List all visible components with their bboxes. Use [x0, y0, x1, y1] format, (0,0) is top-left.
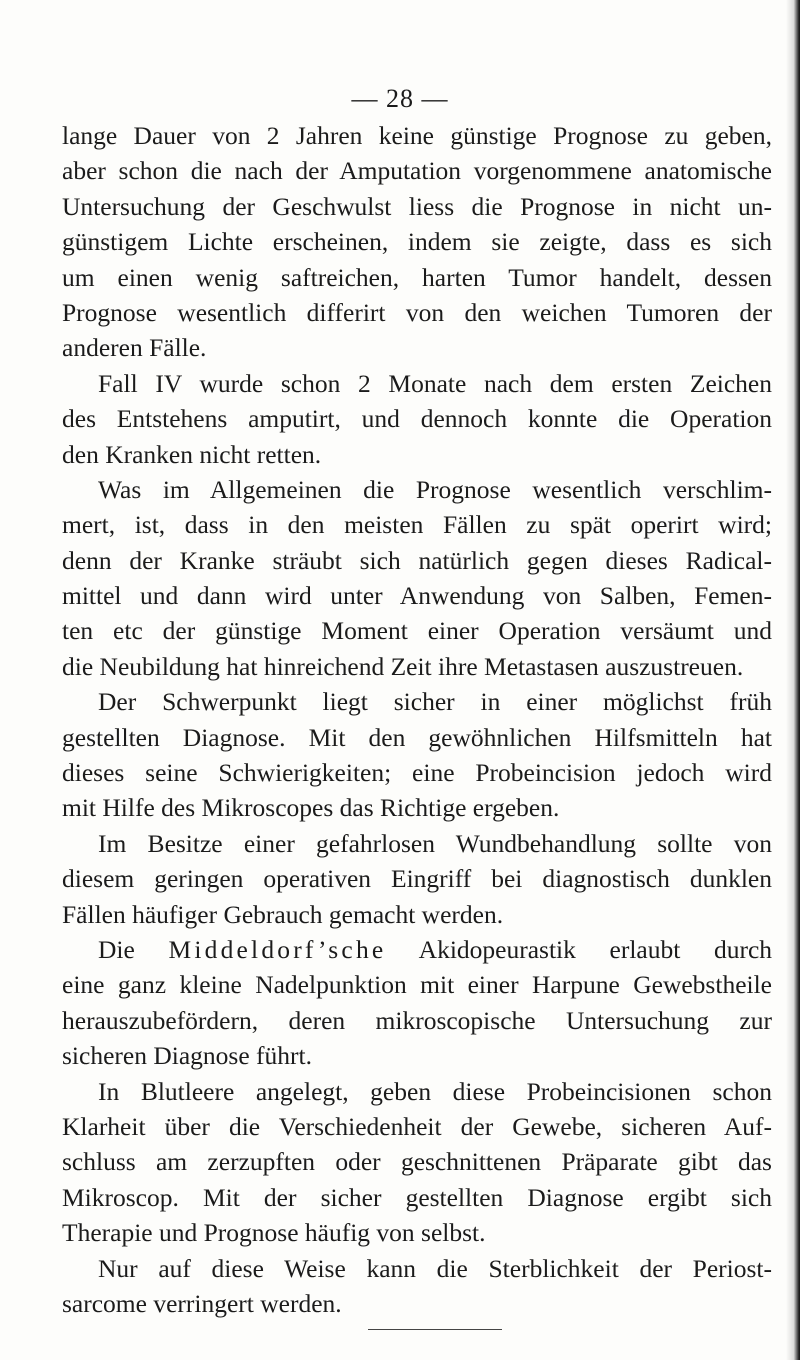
text-line: günstigem Lichte erscheinen, indem sie zeigte, dass es sich	[62, 227, 772, 257]
text-line: Therapie und Prognose häufig von selbst.	[62, 1218, 486, 1248]
text-line: mert, ist, dass in den meisten Fällen zu spät operirt wird;	[62, 510, 772, 540]
text-line: Fall IV wurde schon 2 Monate nach dem ersten Zeichen	[98, 368, 772, 398]
text-line: Prognose wesentlich differirt von den weichen Tumoren der	[62, 297, 772, 327]
text-line: mittel und dann wird unter Anwendung von Salben, Femen-	[62, 581, 772, 611]
text-line: die Neubildung hat hinreichend Zeit ihre Metastasen auszustreuen.	[62, 651, 744, 681]
text-line: herauszubefördern, deren mikroscopische Untersuchung zur	[62, 1005, 772, 1035]
text-line: Der Schwerpunkt liegt sicher in einer möglichst früh	[98, 687, 772, 717]
text-line: den Kranken nicht retten.	[62, 439, 322, 469]
end-rule	[368, 1329, 502, 1330]
text-line: schluss am zerzupften oder geschnittenen Präparate gibt das	[62, 1147, 772, 1177]
text-line: anderen Fälle.	[62, 333, 207, 363]
page-edge-shadow	[786, 0, 800, 1360]
text-line: sicheren Diagnose führt.	[62, 1041, 312, 1071]
text-line: Untersuchung der Geschwulst liess die Prognose in nicht un-	[62, 191, 772, 221]
text-line: um einen wenig saftreichen, harten Tumor handelt, dessen	[62, 262, 772, 292]
text-line: Was im Allgemeinen die Prognose wesentlich verschlim-	[98, 474, 772, 504]
text-line: Mikroscop. Mit der sicher gestellten Diagnose ergibt sich	[62, 1182, 772, 1212]
text-line: mit Hilfe des Mikroscopes das Richtige ergeben.	[62, 793, 560, 823]
text-line: dieses seine Schwierigkeiten; eine Probeincision jedoch wird	[62, 758, 772, 788]
text-line: Klarheit über die Verschiedenheit der Gewebe, sicheren Auf-	[62, 1111, 772, 1141]
line-lead: Die	[98, 934, 135, 964]
text-line: In Blutleere angelegt, geben diese Probeincisionen schon	[98, 1076, 772, 1106]
text-line: Fällen häufiger Gebrauch gemacht werden.	[62, 899, 504, 929]
text-line: aber schon die nach der Amputation vorgenommene anatomische	[62, 156, 772, 186]
text-line: diesem geringen operativen Eingriff bei diagnostisch dunklen	[62, 864, 772, 894]
spaced-name: Middeldorf’sche	[168, 934, 387, 964]
text-line: ten etc der günstige Moment einer Operation versäumt und	[62, 616, 772, 646]
text-line: des Entstehens amputirt, und dennoch konnte die Operation	[62, 404, 772, 434]
text-line: Im Besitze einer gefahrlosen Wundbehandlung sollte von	[98, 828, 772, 858]
text-line: gestellten Diagnose. Mit den gewöhnlichen Hilfsmitteln hat	[62, 722, 772, 752]
text-line	[62, 932, 772, 967]
text-line: lange Dauer von 2 Jahren keine günstige Prognose zu geben,	[62, 121, 772, 150]
text-line: denn der Kranke sträubt sich natürlich gegen dieses Radical-	[62, 545, 772, 575]
text-line: eine ganz kleine Nadelpunktion mit einer Harpune Gewebstheile	[62, 970, 772, 1000]
body-text	[62, 118, 772, 1321]
text-line: Nur auf diese Weise kann die Sterblichkeit der Periost-	[98, 1253, 772, 1283]
page-number: — 28 —	[351, 84, 449, 113]
text-line: sarcome verringert werden.	[62, 1288, 342, 1318]
line-rest: Akidopeurastik erlaubt durch	[418, 934, 773, 964]
